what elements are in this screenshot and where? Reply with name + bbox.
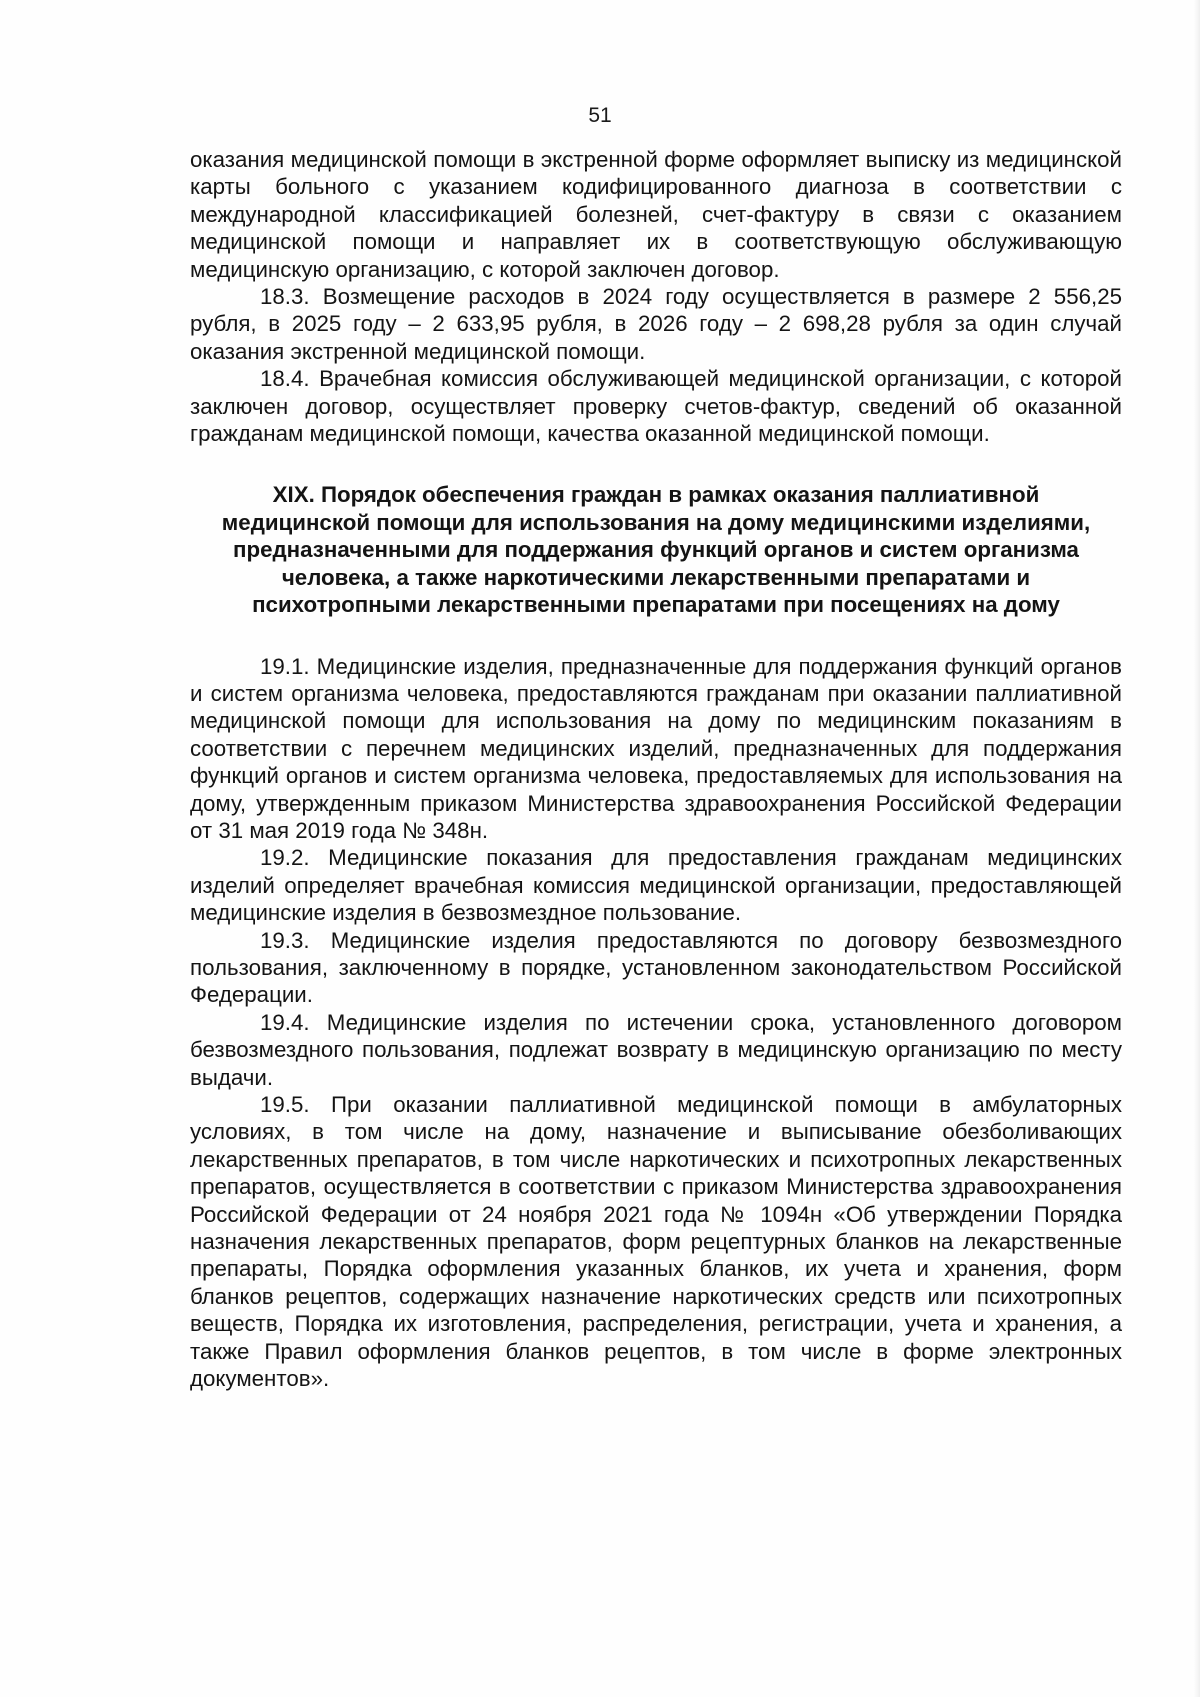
paragraph-continuation: оказания медицинской помощи в экстренной форме оформляет выписку из медицинской карты больного с указанием кодифицированного диагноза в соответствии с международной классификацией болезней, счет-фактуру в связи с оказанием медицинской помощи и направляет их в соответствующую обслуживающую медицинскую организацию, с которой заключен договор. bbox=[190, 147, 1122, 282]
paragraph-19-5: 19.5. При оказании паллиативной медицинской помощи в амбулаторных условиях, в том числе на дому, назначение и выписывание обезболивающих лекарственных препаратов, в том числе наркотических и психотропных лекарственных препаратов, осуществляется в соответствии с приказом Министерства здравоохранения Российской Федерации от 24 ноября 2021 года № 1094н «Об утверждении Порядка назначения лекарственных препаратов, форм рецептурных бланков на лекарственные препараты, Порядка оформления указанных бланков, их учета и хранения, форм бланков рецептов, содержащих назначение наркотических средств или психотропных веществ, Порядка их изготовления, распределения, регистрации, учета и хранения, а также Правил оформления бланков рецептов, в том числе в форме электронных документов». bbox=[190, 1092, 1122, 1392]
paragraph-19-1: 19.1. Медицинские изделия, предназначенные для поддержания функций органов и систем организма человека, предоставляются гражданам при оказании паллиативной медицинской помощи для использования на дому по медицинским показаниям в соответствии с перечнем медицинских изделий, предназначенных для поддержания функций органов и систем организма человека, предоставляемых для использования на дому, утвержденным приказом Министерства здравоохранения Российской Федерации от 31 мая 2019 года № 348н. bbox=[190, 653, 1122, 843]
page-number: 51 bbox=[588, 104, 612, 127]
section-heading-xix: XIX. Порядок обеспечения граждан в рамках оказания паллиативной медицинской помощи для использования на дому медицинскими изделиями, предназначенными для поддержания функций органов и систем организма человека, а также наркотическими лекарственными препаратами и психотропными лекарственными препаратами при посещениях на дому bbox=[221, 482, 1091, 618]
paragraph-19-2: 19.2. Медицинские показания для предоставления гражданам медицинских изделий определяет врачебная комиссия медицинской организации, предоставляющей медицинские изделия в безвозмездное пользование. bbox=[190, 845, 1122, 926]
page-edge-shadow bbox=[1194, 0, 1200, 1697]
paragraph-18-4: 18.4. Врачебная комиссия обслуживающей медицинской организации, с которой заключен договор, осуществляет проверку счетов-фактур, сведений об оказанной гражданам медицинской помощи, качества оказанной медицинской помощи. bbox=[190, 366, 1122, 447]
paragraph-19-4: 19.4. Медицинские изделия по истечении срока, установленного договором безвозмездного пользования, подлежат возврату в медицинскую организацию по месту выдачи. bbox=[190, 1009, 1122, 1090]
document-body bbox=[190, 146, 1122, 1392]
paragraph-18-3: 18.3. Возмещение расходов в 2024 году осуществляется в размере 2 556,25 рубля, в 2025 году – 2 633,95 рубля, в 2026 году – 2 698,28 рубля за один случай оказания экстренной медицинской помощи. bbox=[190, 284, 1122, 364]
paragraph-19-3: 19.3. Медицинские изделия предоставляются по договору безвозмездного пользования, заключенному в порядке, установленном законодательством Российской Федерации. bbox=[190, 927, 1122, 1008]
